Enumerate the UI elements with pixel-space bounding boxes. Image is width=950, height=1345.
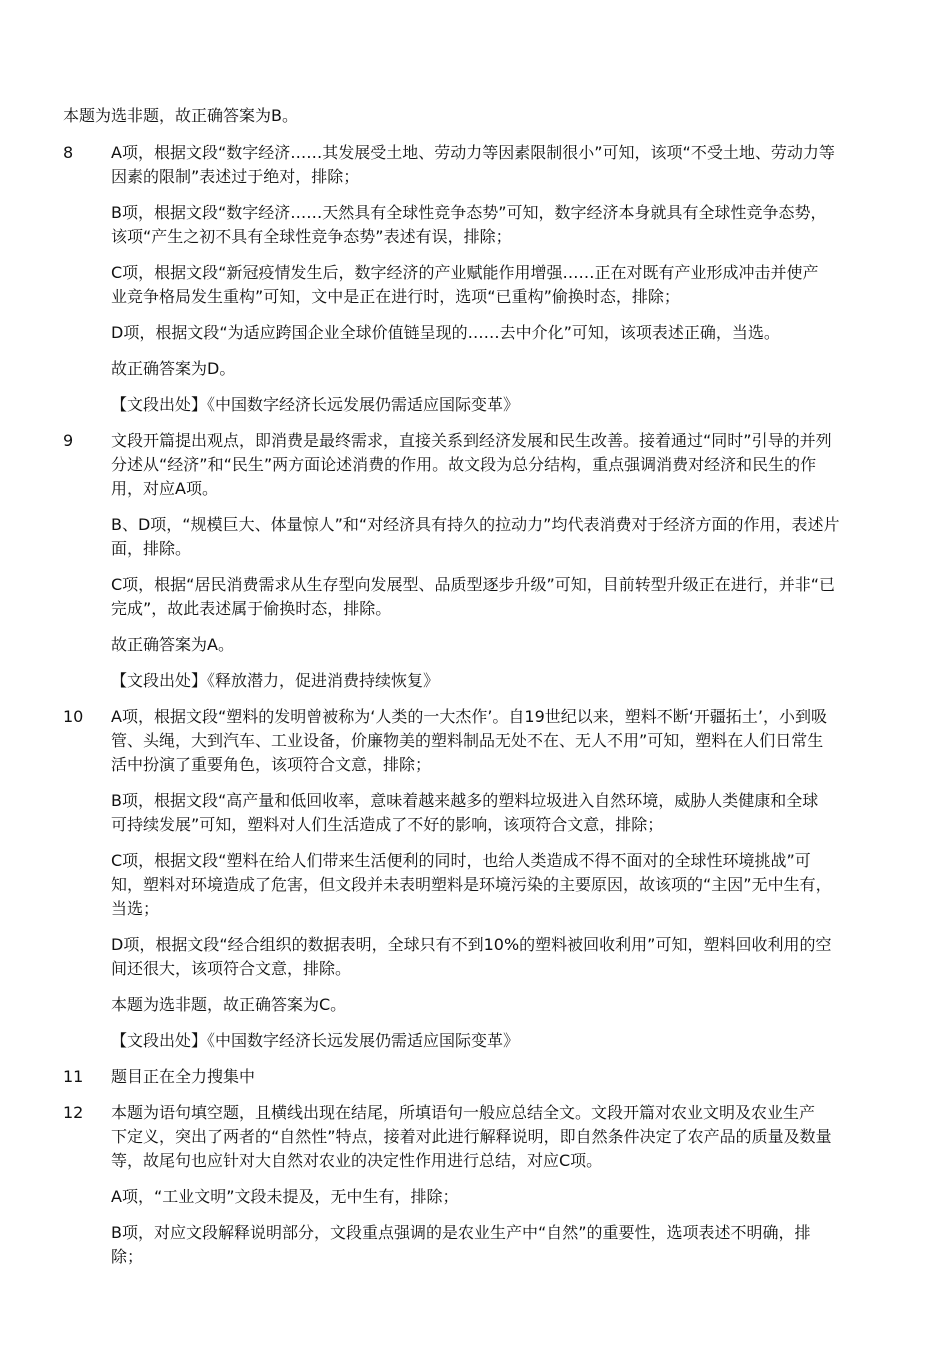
q9-optC-line1: C项，根据“居民消费需求从生存型向发展型、品质型逐步升级”可知，目前转型升级正在进行，并非“已 (111, 575, 836, 594)
q12-optB-line2: 除； (111, 1247, 144, 1266)
q10-number: 10 (63, 707, 84, 726)
q10-optD-line2: 间还很大，该项符合文意，排除。 (111, 959, 352, 978)
intro-answer: 本题为选非题，故正确答案为B。 (63, 106, 298, 125)
q9-main-line1: 文段开篇提出观点，即消费是最终需求，直接关系到经济发展和民生改善。接着通过“同时”引导的并列 (111, 431, 832, 450)
q10-optB-line1: B项，根据文段“高产量和低回收率，意味着越来越多的塑料垃圾进入自然环境，威胁人类健康和全球 (111, 791, 819, 810)
q8-optD-line1: D项，根据文段“为适应跨国企业全球价值链呈现的……去中介化”可知，该项表述正确，当选。 (111, 323, 780, 342)
q9-answer: 故正确答案为A。 (111, 635, 234, 654)
q9-source: 【文段出处】《释放潜力，促进消费持续恢复》 (111, 671, 440, 690)
q9-optC-line2: 完成”，故此表述属于偷换时态，排除。 (111, 599, 392, 618)
q10-optC-line3: 当选； (111, 899, 160, 918)
q9-main-line3: 用，对应A项。 (111, 479, 218, 498)
q10-optB-line2: 可持续发展”可知，塑料对人们生活造成了不好的影响，该项符合文意，排除； (111, 815, 664, 834)
q10-optA-line1: A项，根据文段“塑料的发明曾被称为‘人类的一大杰作’。自19世纪以来，塑料不断‘开疆拓土’，小到吸 (111, 707, 827, 726)
q10-optA-line2: 管、头绳，大到汽车、工业设备，价廉物美的塑料制品无处不在、无人不用”可知，塑料在人们日常生 (111, 731, 824, 750)
q8-optA-line1: A项，根据文段“数字经济……其发展受土地、劳动力等因素限制很小”可知，该项“不受土地、劳动力等 (111, 143, 835, 162)
q12-main-line3: 等，故尾句也应针对大自然对农业的决定性作用进行总结，对应C项。 (111, 1151, 603, 1170)
q8-optC-line2: 业竞争格局发生重构”可知，文中是正在进行时，选项“已重构”偷换时态，排除； (111, 287, 680, 306)
q11-number: 11 (63, 1067, 84, 1086)
q12-optB-line1: B项，对应文段解释说明部分，文段重点强调的是农业生产中“自然”的重要性，选项表述不明确，排 (111, 1223, 811, 1242)
q12-main-line1: 本题为语句填空题，且横线出现在结尾，所填语句一般应总结全文。文段开篇对农业文明及农业生产 (111, 1103, 816, 1122)
q12-number: 12 (63, 1103, 84, 1122)
q12-main-line2: 下定义，突出了两者的“自然性”特点，接着对此进行解释说明，即自然条件决定了农产品的质量及数量 (111, 1127, 832, 1146)
q8-optB-line1: B项，根据文段“数字经济……天然具有全球性竞争态势”可知，数字经济本身就具有全球性竞争态势， (111, 203, 827, 222)
q8-optC-line1: C项，根据文段“新冠疫情发生后，数字经济的产业赋能作用增强……正在对既有产业形成冲击并使产 (111, 263, 819, 282)
q10-optD-line1: D项，根据文段“经合组织的数据表明，全球只有不到10%的塑料被回收利用”可知，塑料回收利用的空 (111, 935, 832, 954)
q10-optC-line1: C项，根据文段“塑料在给人们带来生活便利的同时，也给人类造成不得不面对的全球性环境挑战”可 (111, 851, 811, 870)
q8-source: 【文段出处】《中国数字经济长远发展仍需适应国际变革》 (111, 395, 520, 414)
q12-optA-line1: A项，“工业文明”文段未提及，无中生有，排除； (111, 1187, 459, 1206)
q10-optA-line3: 活中扮演了重要角色，该项符合文意，排除； (111, 755, 432, 774)
q10-source: 【文段出处】《中国数字经济长远发展仍需适应国际变革》 (111, 1031, 520, 1050)
q9-optBD-line2: 面，排除。 (111, 539, 192, 558)
q8-optB-line2: 该项“产生之初不具有全球性竞争态势”表述有误，排除； (111, 227, 512, 246)
q8-optA-line2: 因素的限制”表述过于绝对，排除； (111, 167, 360, 186)
q8-number: 8 (63, 143, 74, 162)
q8-answer: 故正确答案为D。 (111, 359, 236, 378)
q10-answer: 本题为选非题，故正确答案为C。 (111, 995, 347, 1014)
q9-main-line2: 分述从“经济”和“民生”两方面论述消费的作用。故文段为总分结构，重点强调消费对经济和民生的作 (111, 455, 817, 474)
q11-text: 题目正在全力搜集中 (111, 1067, 256, 1086)
q10-optC-line2: 知，塑料对环境造成了危害，但文段并未表明塑料是环境污染的主要原因，故该项的“主因”无中生有， (111, 875, 832, 894)
q9-optBD-line1: B、D项，“规模巨大、体量惊人”和“对经济具有持久的拉动力”均代表消费对于经济方面的作用，表述片 (111, 515, 840, 534)
q9-number: 9 (63, 431, 74, 450)
